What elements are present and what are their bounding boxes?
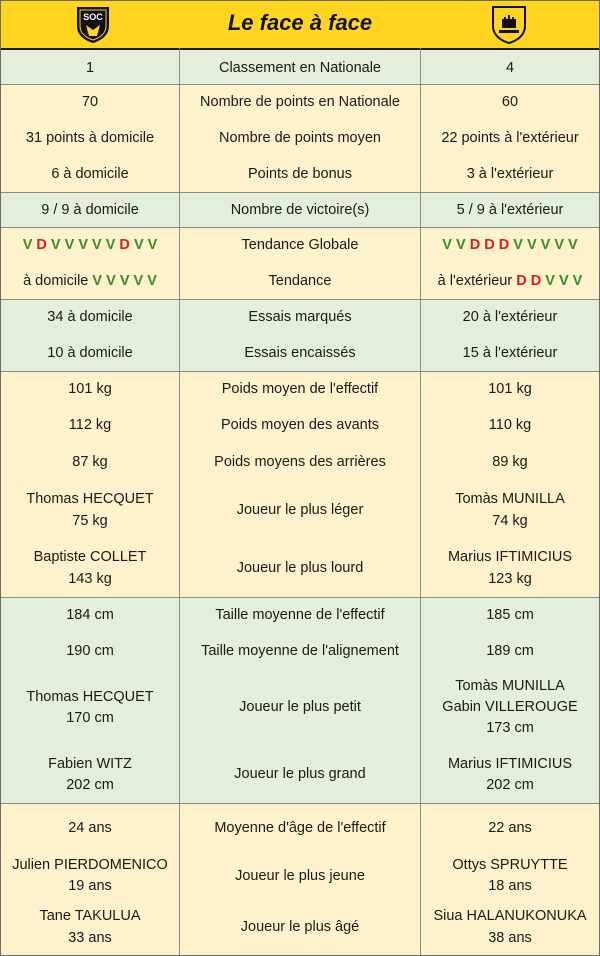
defeat-mark: D [498,237,510,253]
away-ranking: 4 [505,60,515,76]
defeat-mark: D [36,237,47,253]
victory-mark: V [119,273,130,289]
away-oldest-value: 38 ans [488,930,532,946]
victory-mark: V [572,273,583,289]
home-weight-forwards: 112 kg [68,417,112,433]
home-weight-avg: 101 kg [68,381,112,397]
victory-mark: V [526,237,537,253]
home-points: 70 [81,94,99,110]
label-shortest: Joueur le plus petit [239,699,361,715]
victory-mark: V [64,237,75,253]
section-tries [1,300,599,372]
away-height-lineout: 189 cm [486,643,534,659]
away-recent-form [421,271,599,292]
home-shortest-name: Thomas HECQUET [26,689,154,705]
defeat-mark: D [469,237,481,253]
page-title: Le face à face [227,10,373,35]
away-shortest-name-2: Gabin VILLEROUGE [442,699,578,715]
home-lightest-name: Thomas HECQUET [26,491,154,507]
away-youngest-value: 18 ans [488,878,532,894]
home-recent-form [1,271,179,292]
victory-mark: V [568,237,578,253]
label-weight-backs: Poids moyens des arrières [214,454,386,470]
victory-mark: V [540,237,551,253]
away-weight-backs: 89 kg [492,454,528,470]
away-lightest-value: 74 kg [492,513,528,529]
label-age-avg: Moyenne d'âge de l'effectif [214,820,386,836]
victory-mark: V [513,237,523,253]
section-trend [1,228,599,300]
home-bonus: 6 à domicile [51,166,129,182]
victory-mark: V [133,237,144,253]
away-height-avg: 185 cm [486,607,534,623]
away-lightest-name: Tomàs MUNILLA [455,491,565,507]
label-height-lineout: Taille moyenne de l'alignement [201,643,399,659]
away-tries-scored: 20 à l'extérieur [462,309,558,325]
home-tallest-name: Fabien WITZ [48,756,132,772]
victory-mark: V [558,273,569,289]
header-bar [1,1,599,50]
home-heaviest-value: 143 kg [68,571,112,587]
column-divider-left [179,48,180,955]
away-weight-forwards: 110 kg [488,417,532,433]
label-points: Nombre de points en Nationale [200,94,400,110]
away-age-avg: 22 ans [488,820,532,836]
victory-mark: V [442,237,452,253]
away-heaviest-name: Marius IFTIMICIUS [447,549,573,565]
victory-mark: V [554,237,565,253]
label-trend-global: Tendance Globale [241,237,359,253]
home-age-avg: 24 ans [68,820,112,836]
home-oldest-value: 33 ans [68,930,112,946]
label-youngest: Joueur le plus jeune [235,868,365,884]
victory-mark: V [92,273,103,289]
victory-mark: V [50,237,61,253]
section-weight [1,372,599,598]
victory-mark: V [133,273,144,289]
away-youngest-name: Ottys SPRUYTTE [452,857,568,873]
label-ranking: Classement en Nationale [218,60,381,76]
away-points: 60 [501,94,519,110]
victory-mark: V [92,237,102,253]
away-heaviest-value: 123 kg [488,571,532,587]
label-tallest: Joueur le plus grand [234,766,366,782]
label-wins: Nombre de victoire(s) [230,202,370,218]
section-ranking [1,50,599,85]
defeat-mark: D [119,237,130,253]
away-tallest-value: 202 cm [486,777,534,793]
defeat-mark: D [516,273,527,289]
label-tries-scored: Essais marqués [248,309,352,325]
svg-text:SOC: SOC [83,12,103,22]
section-height [1,598,599,804]
column-divider-right [420,48,421,955]
away-weight-avg: 101 kg [488,381,532,397]
away-tries-conceded: 15 à l'extérieur [462,345,558,361]
label-height-avg: Taille moyenne de l'effectif [215,607,385,623]
victory-mark: V [545,273,555,289]
home-weight-backs: 87 kg [72,454,108,470]
label-oldest: Joueur le plus âgé [240,919,360,935]
defeat-mark: D [484,237,495,253]
home-height-lineout: 190 cm [66,643,114,659]
home-ranking: 1 [85,60,95,76]
label-weight-avg: Poids moyen de l'effectif [221,381,379,397]
label-lightest: Joueur le plus léger [236,502,364,518]
victory-mark: V [147,273,157,289]
home-height-avg: 184 cm [66,607,114,623]
victory-mark: V [106,273,116,289]
home-youngest-value: 19 ans [68,878,112,894]
home-shortest-value: 170 cm [66,710,114,726]
home-avg-points: 31 points à domicile [25,130,155,146]
away-global-form [421,235,599,256]
label-tries-conceded: Essais encaissés [244,345,356,361]
carcassonne-club-logo-icon [489,4,529,44]
victory-mark: V [455,237,466,253]
victory-mark: V [105,237,116,253]
away-avg-points: 22 points à l'extérieur [441,130,579,146]
victory-mark: V [147,237,158,253]
label-heaviest: Joueur le plus lourd [236,560,364,576]
section-points [1,85,599,193]
home-tries-conceded: 10 à domicile [47,345,133,361]
home-tries-scored: 34 à domicile [47,309,133,325]
away-oldest-name: Siua HALANUKONUKA [433,908,587,924]
home-global-form [1,235,179,256]
defeat-mark: D [530,273,542,289]
section-age [1,804,599,955]
away-shortest-name: Tomàs MUNILLA [455,678,565,694]
away-tallest-name: Marius IFTIMICIUS [447,756,573,772]
home-oldest-name: Tane TAKULUA [39,908,141,924]
home-youngest-name: Julien PIERDOMENICO [12,857,168,873]
home-lightest-value: 75 kg [72,513,108,529]
home-trend-prefix: à domicile [23,273,89,289]
home-heaviest-name: Baptiste COLLET [33,549,147,565]
home-wins: 9 / 9 à domicile [41,202,139,218]
away-trend-prefix: à l'extérieur [437,273,513,289]
home-tallest-value: 202 cm [66,777,114,793]
section-wins [1,193,599,228]
victory-mark: V [78,237,88,253]
label-avg-points: Nombre de points moyen [219,130,381,146]
label-weight-forwards: Poids moyen des avants [221,417,379,433]
victory-mark: V [22,237,33,253]
away-shortest-value: 173 cm [486,720,534,736]
label-trend: Tendance [268,273,332,289]
away-bonus: 3 à l'extérieur [466,166,554,182]
label-bonus: Points de bonus [248,166,352,182]
away-wins: 5 / 9 à l'extérieur [456,202,564,218]
